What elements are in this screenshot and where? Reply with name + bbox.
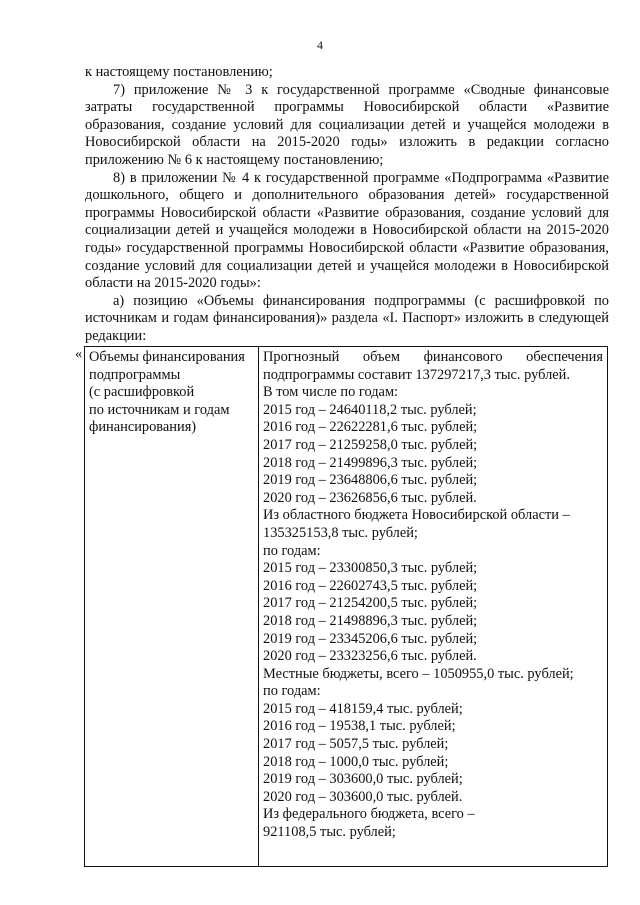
funding-line: 2015 год – 418159,4 тыс. рублей;	[263, 700, 463, 717]
label-line: по источникам и годам	[89, 401, 230, 418]
paragraph-continuation: к настоящему постановлению;	[85, 64, 273, 80]
funding-line: 2016 год – 19538,1 тыс. рублей;	[263, 718, 456, 735]
funding-line: 2019 год – 303600,0 тыс. рублей;	[263, 771, 463, 788]
funding-line: 2017 год – 21259258,0 тыс. рублей;	[263, 436, 478, 453]
funding-line: 2018 год – 21499896,3 тыс. рублей;	[263, 454, 478, 471]
funding-line: 2019 год – 23345206,6 тыс. рублей;	[263, 630, 478, 647]
funding-line: по годам:	[263, 683, 321, 700]
funding-line: Из федерального бюджета, всего –	[263, 806, 475, 823]
paragraph-item-a: а) позицию «Объемы финансирования подпрограммы (с расшифровкой по источникам и годам финансирования)» раздела «I. Паспорт» изложить в следующей редакции:	[85, 292, 609, 344]
funding-line: 2018 год – 1000,0 тыс. рублей;	[263, 753, 449, 770]
body-text	[85, 64, 609, 346]
label-line: (с расшифровкой	[89, 384, 195, 401]
funding-line: 2016 год – 22602743,5 тыс. рублей;	[263, 577, 478, 594]
funding-line: 2019 год – 23648806,6 тыс. рублей;	[263, 472, 478, 489]
table-row	[85, 347, 608, 867]
funding-intro: Прогнозный объем финансового обеспечения подпрограммы составит 137297217,3 тыс. рублей.	[263, 349, 603, 383]
funding-line: 2015 год – 23300850,3 тыс. рублей;	[263, 560, 478, 577]
funding-line: 2020 год – 303600,0 тыс. рублей.	[263, 788, 463, 805]
paragraph-item-8: 8) в приложении № 4 к государственной программе «Подпрограмма «Развитие дошкольного, общего и дополнительного образования детей» государственной программы Новосибирской области «Развитие образования, создание условий для социализации детей и учащейся молодежи в Новосибирской области на 2015-2020 годы» государственной программы Новосибирской области «Развитие образования, создание условий для социализации детей и учащейся молодежи в Новосибирской области на 2015-2020 годы»:	[85, 169, 609, 292]
opening-quote-mark: «	[75, 346, 83, 362]
table-cell-values	[259, 347, 608, 867]
table-cell-label	[85, 347, 259, 867]
funding-line: 2020 год – 23626856,6 тыс. рублей.	[263, 489, 477, 506]
funding-line: 2015 год – 24640118,2 тыс. рублей;	[263, 401, 477, 418]
funding-line: Местные бюджеты, всего – 1050955,0 тыс. рублей;	[263, 665, 574, 682]
funding-line: 921108,5 тыс. рублей;	[263, 824, 396, 841]
page-number: 4	[317, 38, 323, 52]
label-line: финансирования)	[89, 419, 197, 436]
funding-line: 2020 год – 23323256,6 тыс. рублей.	[263, 648, 477, 665]
passport-table	[84, 346, 608, 867]
paragraph-item-7: 7) приложение № 3 к государственной программе «Сводные финансовые затраты государственной программы Новосибирской области «Развитие образования, создание условий для социализации детей и учащейся молодежи в Новосибирской области на 2015-2020 годы» изложить в редакции согласно приложению № 6 к настоящему постановлению;	[85, 81, 609, 168]
funding-line: 2017 год – 21254200,5 тыс. рублей;	[263, 595, 478, 612]
funding-line: 135325153,8 тыс. рублей;	[263, 524, 418, 541]
label-line: Объемы финансирования	[89, 349, 245, 365]
funding-line: по годам:	[263, 542, 321, 559]
label-line: подпрограммы	[89, 366, 181, 383]
funding-line: 2016 год – 22622281,6 тыс. рублей;	[263, 419, 478, 436]
funding-line: 2018 год – 21498896,3 тыс. рублей;	[263, 612, 478, 629]
funding-line: В том числе по годам:	[263, 384, 399, 401]
funding-line: 2017 год – 5057,5 тыс. рублей;	[263, 736, 449, 753]
funding-line: Из областного бюджета Новосибирской области –	[263, 507, 570, 524]
